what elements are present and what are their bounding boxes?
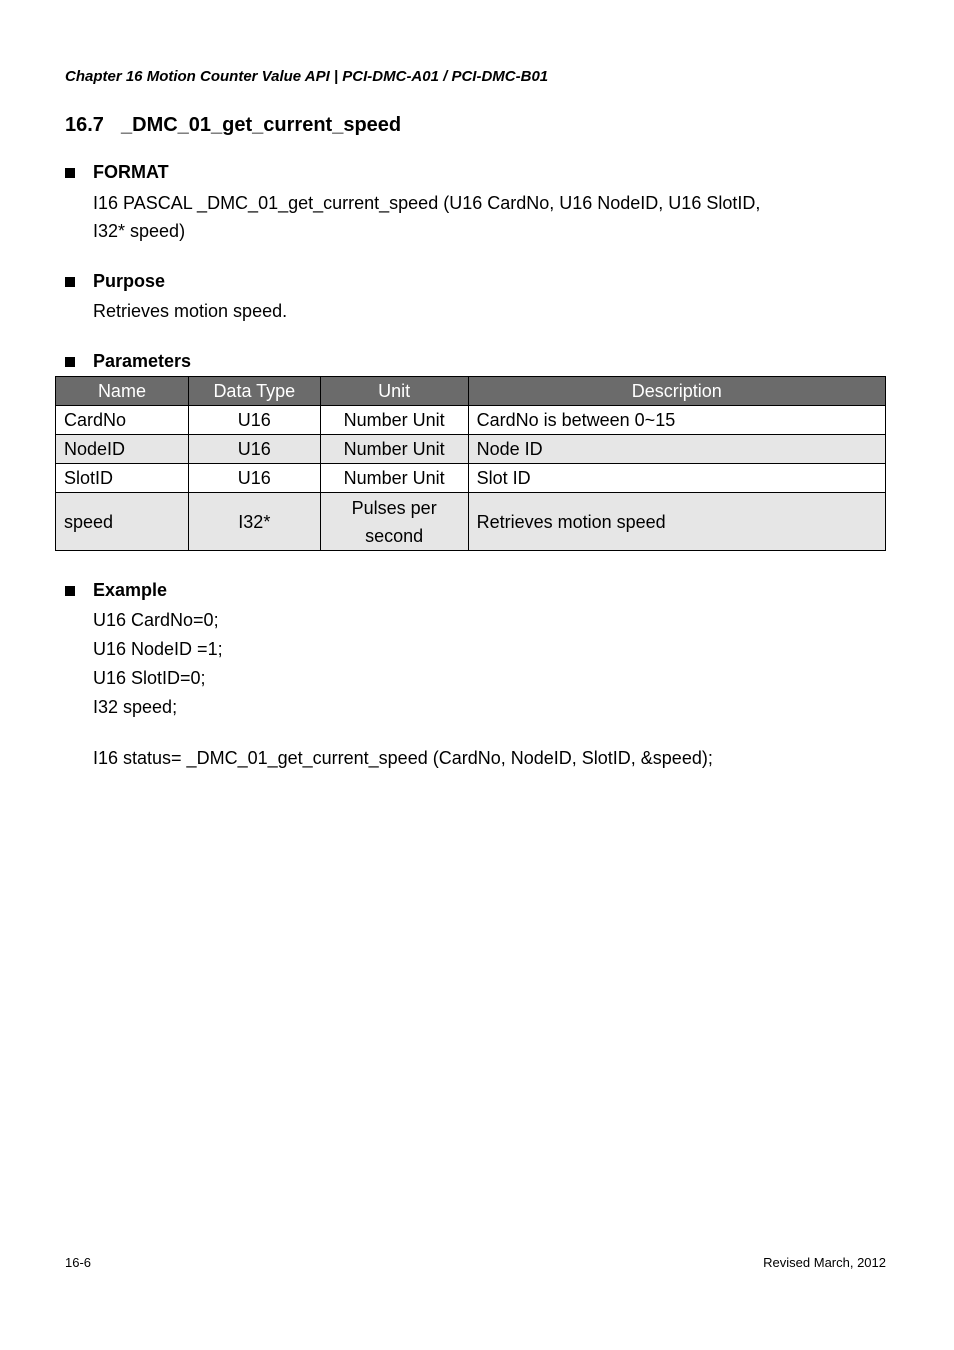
column-header-unit: Unit: [320, 377, 468, 406]
page-number: 16-6: [65, 1255, 92, 1270]
example-line-4: I32 speed;: [93, 697, 178, 717]
param-description: Retrieves motion speed: [468, 493, 885, 551]
purpose-heading: [65, 271, 165, 292]
square-bullet-icon: [65, 357, 75, 367]
purpose-heading-text: Purpose: [93, 271, 166, 291]
param-unit: Number Unit: [320, 406, 468, 435]
example-line-1: U16 CardNo=0;: [93, 610, 219, 630]
param-type: U16: [188, 464, 320, 493]
square-bullet-icon: [65, 277, 75, 287]
param-type: U16: [188, 435, 320, 464]
example-heading: [65, 580, 167, 601]
example-call: I16 status= _DMC_01_get_current_speed (CardNo, NodeID, SlotID, &speed);: [93, 748, 713, 768]
param-name: speed: [56, 493, 189, 551]
param-unit: Number Unit: [320, 435, 468, 464]
purpose-text: Retrieves motion speed.: [93, 301, 288, 321]
table-row: [56, 493, 886, 551]
example-heading-text: Example: [93, 580, 168, 600]
param-name: CardNo: [56, 406, 189, 435]
format-line-1: I16 PASCAL _DMC_01_get_current_speed (U16 CardNo, U16 NodeID, U16 SlotID,: [93, 193, 761, 213]
format-line-2: I32* speed): [93, 221, 186, 241]
example-line-3: U16 SlotID=0;: [93, 668, 206, 688]
running-header: Chapter 16 Motion Counter Value API | PCI-DMC-A01 / PCI-DMC-B01: [65, 68, 549, 85]
table-row: [56, 406, 886, 435]
format-heading: [65, 162, 169, 183]
table-row: [56, 464, 886, 493]
param-description: CardNo is between 0~15: [468, 406, 885, 435]
column-header-name: Name: [56, 377, 189, 406]
param-unit: Number Unit: [320, 464, 468, 493]
section-title: [65, 114, 401, 137]
column-header-description: Description: [468, 377, 885, 406]
param-name: NodeID: [56, 435, 189, 464]
parameters-heading-text: Parameters: [93, 351, 192, 371]
param-unit: [320, 493, 468, 551]
param-unit-line-2: second: [365, 525, 424, 546]
table-row: [56, 435, 886, 464]
table-header-row: [56, 377, 886, 406]
section-number: 16.7: [65, 114, 104, 136]
param-description: Slot ID: [468, 464, 885, 493]
square-bullet-icon: [65, 168, 75, 178]
section-name: _DMC_01_get_current_speed: [121, 114, 402, 136]
format-heading-text: FORMAT: [93, 162, 169, 182]
parameters-table: [55, 376, 886, 551]
param-type: U16: [188, 406, 320, 435]
param-unit-line-1: Pulses per: [351, 497, 437, 518]
param-type: I32*: [188, 493, 320, 551]
parameters-heading: [65, 351, 191, 372]
example-line-2: U16 NodeID =1;: [93, 639, 223, 659]
square-bullet-icon: [65, 586, 75, 596]
param-description: Node ID: [468, 435, 885, 464]
revision-date: Revised March, 2012: [763, 1255, 886, 1270]
column-header-data-type: Data Type: [188, 377, 320, 406]
param-name: SlotID: [56, 464, 189, 493]
